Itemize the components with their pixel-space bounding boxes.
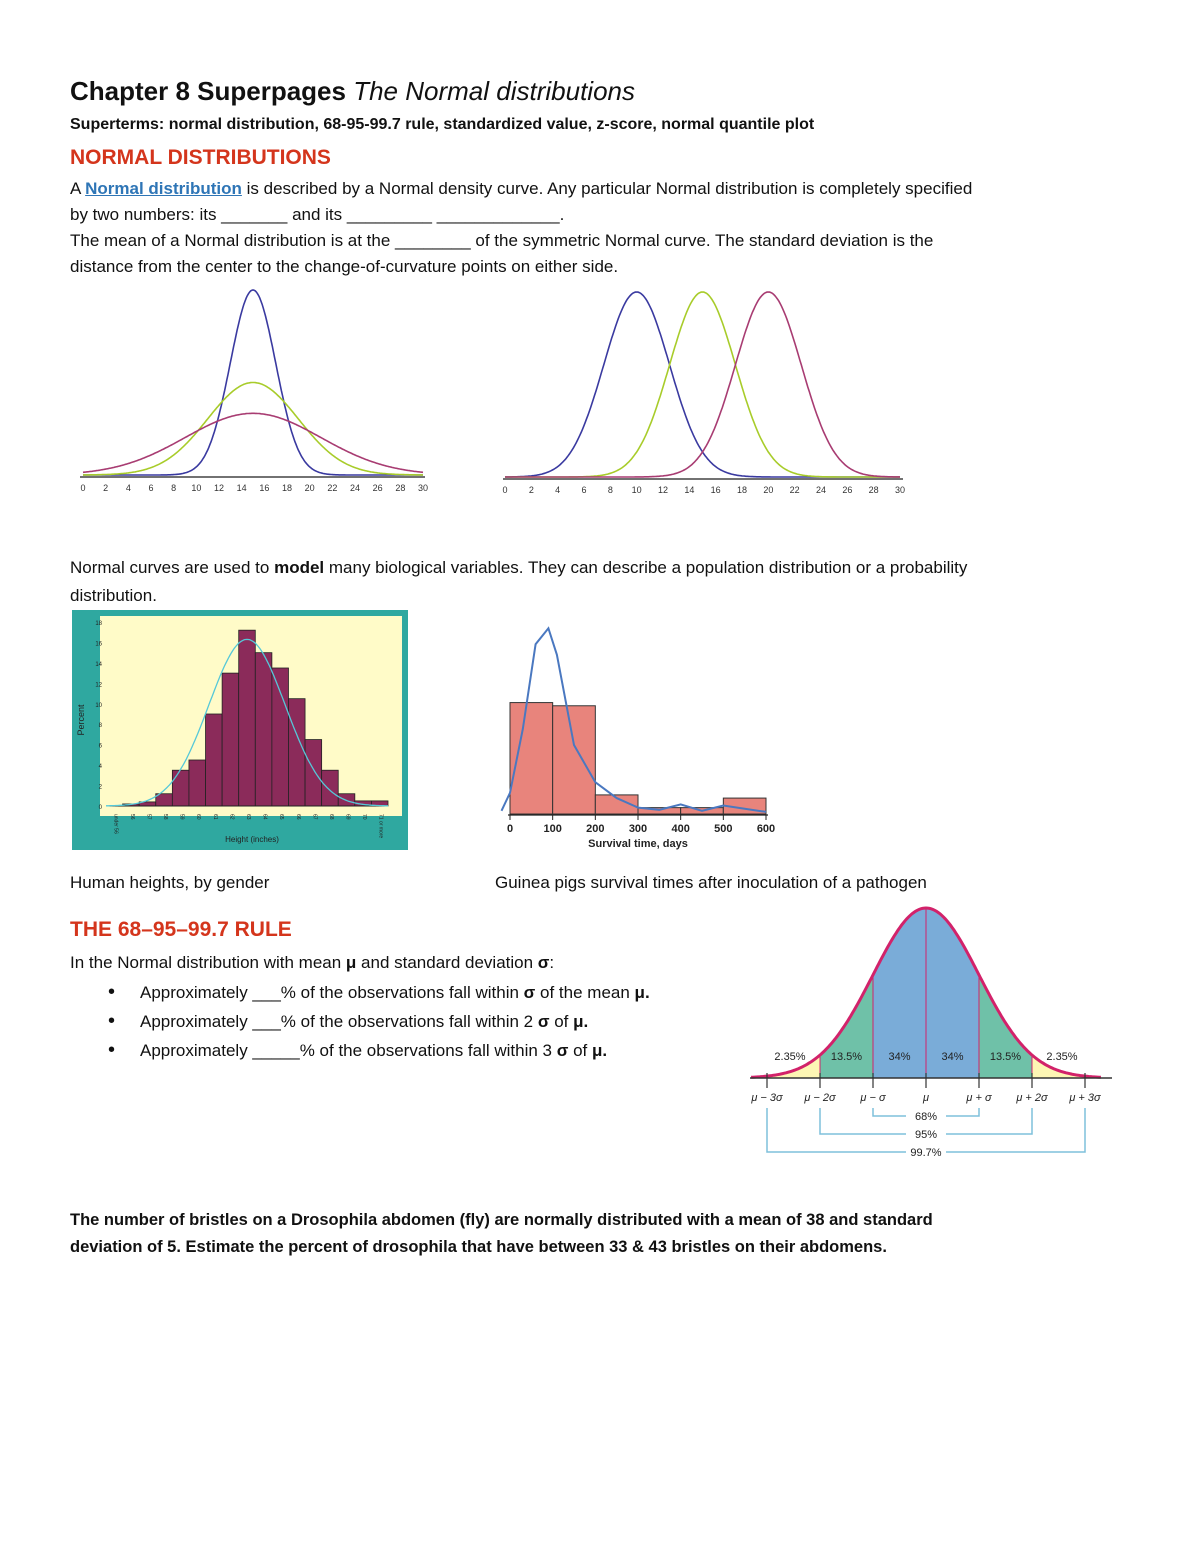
x-axis-label: Survival time, days [588,838,688,850]
x-tick-label: 71 or more [377,814,384,839]
x-tick-label: 24 [349,483,361,493]
x-tick-label: 400 [671,823,690,835]
intro-end: : [549,953,555,972]
histogram-bar [288,699,305,806]
x-tick-label: 6 [581,485,587,495]
x-tick-label: 8 [607,485,613,495]
p1-post: is described by a Normal density curve. Any particular Normal distribution is completely specified [241,179,973,198]
x-tick-label: 66 [294,814,301,820]
title-italic: The Normal distributions [353,76,635,106]
x-tick-label: 0 [80,483,86,493]
curve-mean-10 [505,292,900,477]
histogram-bar [189,760,206,806]
histogram-bar [322,770,339,806]
x-tick-label: 26 [842,485,853,495]
problem-line-1: The number of bristles on a Drosophila abdomen (fly) are normally distributed with a mean of 38 and standard [70,1211,933,1229]
region-label: 34% [941,1051,964,1063]
axis-label: μ + σ [966,1092,992,1104]
chart-normal-spread [75,282,435,502]
caption-heights: Human heights, by gender [70,873,270,892]
bullet-end: . [602,1041,608,1060]
x-tick-label: 60 [195,814,202,820]
bracket-label: 99.7% [910,1147,942,1159]
x-tick-label: 100 [543,823,562,835]
x-tick-label: 16 [710,485,721,495]
normal-distribution-link[interactable]: Normal distribution [85,179,242,198]
p1-pre: A [70,179,86,198]
x-tick-label: 300 [628,823,648,835]
y-tick-label: 8 [98,723,102,730]
intro-mu: μ [345,953,357,972]
intro-mid: and standard deviation [356,953,538,972]
paragraph-2-line-2: distance from the center to the change-of-curvature points on either side. [70,257,619,276]
chart-guinea-pig-survival [490,615,790,855]
x-axis-label: Height (inches) [225,835,279,844]
x-tick-label: 4 [555,485,561,495]
p3-post: many biological variables. They can describe a population distribution or a probability [324,558,968,577]
curve-mean-20 [505,292,900,477]
axis-label: μ [922,1092,930,1104]
y-tick-label: 12 [95,682,102,689]
x-tick-label: 58 [162,814,169,820]
y-tick-label: 4 [98,764,102,771]
x-tick-label: 22 [327,483,338,493]
bullet-end: . [583,1012,589,1031]
bullet-sigma: σ [556,1041,569,1060]
paragraph-2-line-1: The mean of a Normal distribution is at the ________ of the symmetric Normal curve. The standard deviation is the [70,231,934,250]
x-tick-label: 2 [528,485,534,495]
x-tick-label: 600 [756,823,776,835]
chart-normal-shift [495,282,915,502]
x-tick-label: 28 [868,485,879,495]
axis-label: μ − σ [860,1092,886,1104]
x-tick-label: 28 [395,483,406,493]
list-item [70,1036,650,1065]
p3-pre: Normal curves are used to [70,558,275,577]
paragraph-1-line-1 [70,176,972,202]
x-tick-label: 57 [145,814,152,820]
title-bold: Chapter 8 Superpages [70,76,346,106]
x-tick-label: 64 [261,814,268,820]
x-tick-label: 24 [815,485,827,495]
histogram-bar [222,673,239,806]
bullet-mu: μ [634,983,645,1002]
bullet-sigma: σ [537,1012,550,1031]
paragraph-3-line-1 [70,555,967,581]
region-label: 13.5% [830,1051,863,1063]
x-tick-label: 65 [278,814,285,820]
section-heading-rule: THE 68–95–99.7 RULE [70,918,292,941]
region-label: 2.35% [774,1051,806,1063]
histogram-bar [305,740,322,806]
bullet-sigma: σ [523,983,536,1002]
p3-bold: model [274,558,325,577]
section-heading-normal: NORMAL DISTRIBUTIONS [70,146,331,169]
y-tick-label: 16 [95,641,102,648]
y-tick-label: 10 [95,702,102,709]
bullet-end: . [644,983,650,1002]
caption-guinea-pigs: Guinea pigs survival times after inoculation of a pathogen [495,873,927,892]
bullet-mu: μ [592,1041,603,1060]
list-item [70,1007,650,1036]
histogram-bar [172,770,189,806]
x-tick-label: 68 [327,814,334,820]
bracket-label: 68% [914,1111,938,1123]
y-tick-label: 6 [98,743,102,750]
bullet-text: Approximately ___% of the observations fall within [140,983,524,1002]
axis-label: μ − 3σ [751,1092,783,1104]
x-tick-label: 500 [714,823,733,835]
chart-heights-histogram [72,610,408,850]
x-tick-label: 4 [125,483,131,493]
curve-wide [83,413,423,472]
x-tick-label: 0 [506,823,514,835]
list-item [70,978,650,1007]
y-axis-label: Percent [76,704,86,736]
x-tick-label: 59 [178,814,185,820]
x-tick-label: 18 [281,483,293,493]
paragraph-1-line-2: by two numbers: its _______ and its _________ _____________. [70,205,565,224]
superterms: Superterms: normal distribution, 68-95-99.7 rule, standardized value, z-score, normal quantile plot [70,116,815,133]
bullet-text: Approximately ___% of the observations fall within 2 [140,1012,538,1031]
bullet-text: of [568,1041,592,1060]
rule-bullets [70,978,650,1065]
x-tick-label: 30 [894,485,906,495]
x-tick-label: 56 [128,814,135,820]
bracket-label: 95% [914,1129,938,1141]
paragraph-3-line-2: distribution. [70,586,157,605]
x-tick-label: 0 [502,485,508,495]
x-tick-label: 6 [148,483,154,493]
bullet-mu: μ [573,1012,584,1031]
x-tick-label: 18 [736,485,748,495]
x-tick-label: 2 [103,483,109,493]
x-tick-label: 63 [245,814,251,820]
y-tick-label: 14 [95,661,102,668]
histogram-bar [255,653,272,806]
y-tick-label: 0 [98,805,102,811]
bullet-text: of the mean [535,983,635,1002]
problem-line-2: deviation of 5. Estimate the percent of drosophila that have between 33 & 43 bristles on their abdomens. [70,1238,887,1256]
x-tick-label: 12 [657,485,669,495]
x-tick-label: 61 [211,814,218,820]
x-tick-label: under 56 [112,814,119,834]
y-tick-label: 2 [98,784,102,791]
intro-sigma: σ [537,953,550,972]
x-tick-label: 62 [228,814,235,820]
x-tick-label: 67 [311,814,318,820]
axis-label: μ + 3σ [1069,1092,1101,1104]
x-tick-label: 16 [259,483,270,493]
x-tick-label: 26 [372,483,383,493]
histogram-bar [553,706,596,814]
chart-empirical-rule [740,898,1120,1178]
region-label: 34% [888,1051,911,1063]
axis-label: μ + 2σ [1016,1092,1048,1104]
x-tick-label: 14 [236,483,247,493]
x-tick-label: 20 [763,485,774,495]
curve-mean-15 [505,292,900,477]
x-tick-label: 200 [586,823,605,835]
x-tick-label: 14 [684,485,695,495]
region-label: 2.35% [1046,1051,1078,1063]
bullet-text: of [549,1012,574,1031]
region-label: 13.5% [989,1051,1022,1063]
axis-label: μ − 2σ [804,1092,836,1104]
x-tick-label: 10 [191,483,202,493]
x-tick-label: 70 [361,814,368,820]
page-title [70,76,635,107]
x-tick-label: 12 [213,483,225,493]
bullet-text: Approximately _____% of the observations fall within 3 [140,1041,557,1060]
x-tick-label: 8 [171,483,177,493]
x-tick-label: 10 [631,485,642,495]
intro-pre: In the Normal distribution with mean [70,953,346,972]
histogram-bar [206,714,223,806]
x-tick-label: 30 [417,483,429,493]
x-tick-label: 20 [304,483,315,493]
x-tick-label: 69 [344,814,351,820]
x-tick-label: 22 [789,485,800,495]
histogram-bar [239,630,256,806]
histogram-bar [272,668,289,806]
y-tick-label: 18 [95,621,102,627]
rule-intro [70,950,554,976]
